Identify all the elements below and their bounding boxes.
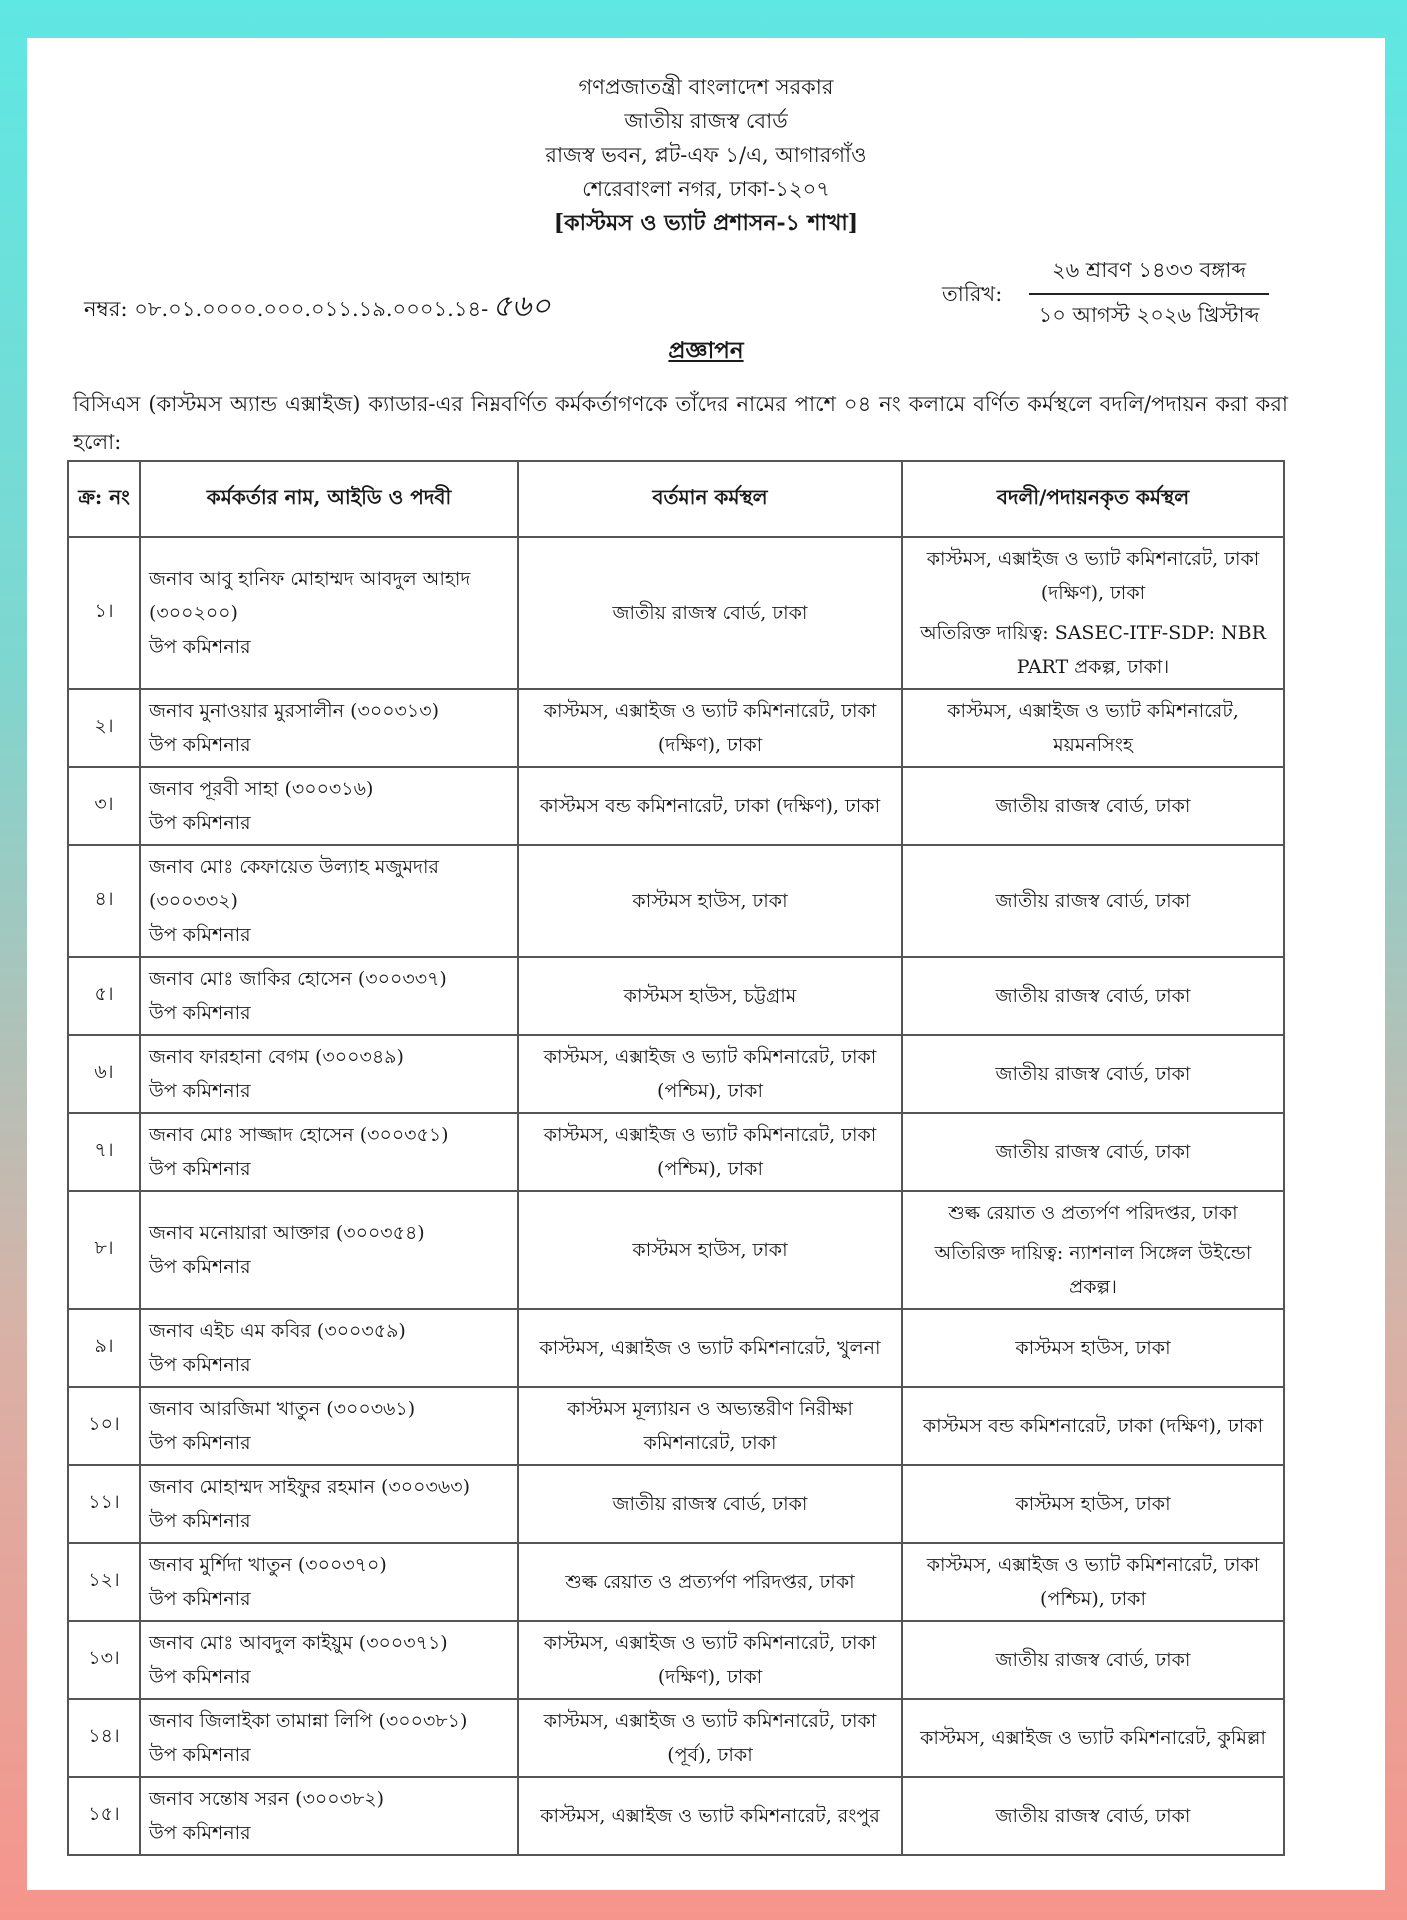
new-posting-cell xyxy=(902,1309,1284,1387)
row-serial: ২। xyxy=(68,689,140,767)
current-posting: কাস্টমস হাউস, চট্টগ্রাম xyxy=(518,957,902,1035)
officer-name: জনাব মোঃ আবদুল কাইয়ুম (৩০০৩৭১) xyxy=(149,1632,448,1654)
officer-name: জনাব মোহাম্মদ সাইফুর রহমান (৩০০৩৬৩) xyxy=(149,1476,470,1498)
new-posting-cell xyxy=(902,1113,1284,1191)
new-posting: জাতীয় রাজস্ব বোর্ড, ঢাকা xyxy=(995,795,1191,817)
officer-name: জনাব মুনাওয়ার মুরসালীন (৩০০৩১৩) xyxy=(149,700,439,722)
board-name: জাতীয় রাজস্ব বোর্ড xyxy=(624,109,788,133)
row-serial: ১৪। xyxy=(68,1699,140,1777)
row-serial: ৯। xyxy=(68,1309,140,1387)
new-posting-cell xyxy=(902,1621,1284,1699)
officer-name: জনাব মুর্শিদা খাতুন (৩০০৩৭০) xyxy=(149,1554,387,1576)
officer-cell xyxy=(140,1309,518,1387)
document-page xyxy=(27,38,1385,1890)
new-posting-cell xyxy=(902,689,1284,767)
officer-cell xyxy=(140,957,518,1035)
row-serial: ১৫। xyxy=(68,1777,140,1855)
new-posting: কাস্টমস, এক্সাইজ ও ভ্যাট কমিশনারেট, ঢাকা (পশ্চিম), ঢাকা xyxy=(926,1554,1260,1610)
officer-name: জনাব মনোয়ারা আক্তার (৩০০৩৫৪) xyxy=(149,1222,425,1244)
officer-designation: উপ কমিশনার xyxy=(149,734,251,756)
new-posting: কাস্টমস, এক্সাইজ ও ভ্যাট কমিশনারেট, ময়মনসিংহ xyxy=(947,700,1239,756)
officer-name: জনাব আরজিমা খাতুন (৩০০৩৬১) xyxy=(149,1398,416,1420)
officer-designation: উপ কমিশনার xyxy=(149,1002,251,1024)
new-posting-cell xyxy=(902,1387,1284,1465)
officer-designation: উপ কমিশনার xyxy=(149,1432,251,1454)
new-posting-cell xyxy=(902,1191,1284,1309)
table-row xyxy=(68,1309,1284,1387)
row-serial: ৫। xyxy=(68,957,140,1035)
new-posting-cell xyxy=(902,1465,1284,1543)
officer-cell xyxy=(140,537,518,689)
new-posting-cell xyxy=(902,537,1284,689)
officer-name: জনাব জিলাইকা তামান্না লিপি (৩০০৩৮১) xyxy=(149,1710,468,1732)
officer-designation: উপ কমিশনার xyxy=(149,1666,251,1688)
date-box xyxy=(1029,254,1269,334)
row-serial: ১১। xyxy=(68,1465,140,1543)
officer-cell xyxy=(140,1191,518,1309)
date-english: ১০ আগস্ট ২০২৬ খ্রিস্টাব্দ xyxy=(1038,303,1260,327)
officer-designation: উপ কমিশনার xyxy=(149,636,251,658)
table-row xyxy=(68,845,1284,957)
address-line-2: শেরেবাংলা নগর, ঢাকা-১২০৭ xyxy=(582,177,830,201)
letterhead xyxy=(27,70,1385,240)
officer-cell xyxy=(140,767,518,845)
new-posting: কাস্টমস বন্ড কমিশনারেট, ঢাকা (দক্ষিণ), ঢাকা xyxy=(922,1415,1264,1437)
officer-name: জনাব মোঃ জাকির হোসেন (৩০০৩৩৭) xyxy=(149,968,447,990)
officer-cell xyxy=(140,1699,518,1777)
officer-designation: উপ কমিশনার xyxy=(149,1744,251,1766)
new-posting-cell xyxy=(902,957,1284,1035)
additional-duty: অতিরিক্ত দায়িত্ব: SASEC-ITF-SDP: NBR PART প্রকল্প, ঢাকা। xyxy=(920,622,1266,678)
notice-body: বিসিএস (কাস্টমস অ্যান্ড এক্সাইজ) ক্যাডার-এর নিম্নবর্ণিত কর্মকর্তাগণকে তাঁদের নামের পাশে ০৪ নং কলামে বর্ণিত কর্মস্থলে বদলি/পদায়ন করা করা হলো: xyxy=(73,392,1288,454)
date-label: তারিখ: xyxy=(942,282,1003,306)
table-row xyxy=(68,1387,1284,1465)
current-posting: কাস্টমস, এক্সাইজ ও ভ্যাট কমিশনারেট, ঢাকা (পূর্ব), ঢাকা xyxy=(518,1699,902,1777)
table-row xyxy=(68,1543,1284,1621)
officer-cell xyxy=(140,689,518,767)
new-posting-cell xyxy=(902,1699,1284,1777)
officer-cell xyxy=(140,1387,518,1465)
header-current-posting: বর্তমান কর্মস্থল xyxy=(518,461,902,537)
new-posting: কাস্টমস, এক্সাইজ ও ভ্যাট কমিশনারেট, কুমিল্লা xyxy=(920,1727,1266,1749)
table-row xyxy=(68,537,1284,689)
reference-row xyxy=(27,246,1385,330)
header-name: কর্মকর্তার নাম, আইডি ও পদবী xyxy=(140,461,518,537)
current-posting: কাস্টমস, এক্সাইজ ও ভ্যাট কমিশনারেট, রংপুর xyxy=(518,1777,902,1855)
officer-designation: উপ কমিশনার xyxy=(149,1588,251,1610)
officer-name: জনাব এইচ এম কবির (৩০০৩৫৯) xyxy=(149,1320,406,1342)
table-row xyxy=(68,767,1284,845)
current-posting: কাস্টমস, এক্সাইজ ও ভ্যাট কমিশনারেট, ঢাকা (পশ্চিম), ঢাকা xyxy=(518,1113,902,1191)
officer-designation: উপ কমিশনার xyxy=(149,1510,251,1532)
officer-designation: উপ কমিশনার xyxy=(149,1256,251,1278)
table-body xyxy=(68,537,1284,1855)
new-posting: কাস্টমস হাউস, ঢাকা xyxy=(1015,1337,1171,1359)
new-posting-cell xyxy=(902,1543,1284,1621)
officer-cell xyxy=(140,1113,518,1191)
new-posting: জাতীয় রাজস্ব বোর্ড, ঢাকা xyxy=(995,1141,1191,1163)
new-posting: জাতীয় রাজস্ব বোর্ড, ঢাকা xyxy=(995,1649,1191,1671)
officer-name: জনাব আবু হানিফ মোহাম্মদ আবদুল আহাদ (৩০০২০০) xyxy=(149,568,471,624)
row-serial: ৮। xyxy=(68,1191,140,1309)
row-serial: ৬। xyxy=(68,1035,140,1113)
officer-designation: উপ কমিশনার xyxy=(149,1080,251,1102)
new-posting-cell xyxy=(902,767,1284,845)
officer-cell xyxy=(140,1035,518,1113)
current-posting: কাস্টমস, এক্সাইজ ও ভ্যাট কমিশনারেট, ঢাকা (দক্ষিণ), ঢাকা xyxy=(518,1621,902,1699)
current-posting: জাতীয় রাজস্ব বোর্ড, ঢাকা xyxy=(518,1465,902,1543)
additional-duty: অতিরিক্ত দায়িত্ব: ন্যাশনাল সিঙ্গেল উইন্ডো প্রকল্প। xyxy=(934,1242,1252,1298)
officer-designation: উপ কমিশনার xyxy=(149,812,251,834)
current-posting: কাস্টমস, এক্সাইজ ও ভ্যাট কমিশনারেট, ঢাকা (পশ্চিম), ঢাকা xyxy=(518,1035,902,1113)
officer-cell xyxy=(140,1543,518,1621)
officer-designation: উপ কমিশনার xyxy=(149,924,251,946)
current-posting: কাস্টমস হাউস, ঢাকা xyxy=(518,1191,902,1309)
new-posting-cell xyxy=(902,1777,1284,1855)
new-posting-cell xyxy=(902,1035,1284,1113)
table-row xyxy=(68,1699,1284,1777)
row-serial: ৭। xyxy=(68,1113,140,1191)
row-serial: ৪। xyxy=(68,845,140,957)
new-posting: জাতীয় রাজস্ব বোর্ড, ঢাকা xyxy=(995,890,1191,912)
memo-handwritten-number: ৫৬০ xyxy=(492,289,551,324)
table-row xyxy=(68,1777,1284,1855)
header-serial: ক্র: নং xyxy=(68,461,140,537)
branch-name: [কাস্টমস ও ভ্যাট প্রশাসন-১ শাখা] xyxy=(553,210,859,236)
row-serial: ১০। xyxy=(68,1387,140,1465)
officer-name: জনাব পূরবী সাহা (৩০০৩১৬) xyxy=(149,778,374,800)
officer-designation: উপ কমিশনার xyxy=(149,1158,251,1180)
new-posting: জাতীয় রাজস্ব বোর্ড, ঢাকা xyxy=(995,1805,1191,1827)
officer-designation: উপ কমিশনার xyxy=(149,1354,251,1376)
header-new-posting: বদলী/পদায়নকৃত কর্মস্থল xyxy=(902,461,1284,537)
new-posting-cell xyxy=(902,845,1284,957)
current-posting: শুল্ক রেয়াত ও প্রত্যর্পণ পরিদপ্তর, ঢাকা xyxy=(518,1543,902,1621)
memo-number xyxy=(84,282,551,333)
government-name: গণপ্রজাতন্ত্রী বাংলাদেশ সরকার xyxy=(578,75,834,99)
current-posting: কাস্টমস, এক্সাইজ ও ভ্যাট কমিশনারেট, খুলনা xyxy=(518,1309,902,1387)
current-posting: কাস্টমস হাউস, ঢাকা xyxy=(518,845,902,957)
officer-name: জনাব ফারহানা বেগম (৩০০৩৪৯) xyxy=(149,1046,404,1068)
new-posting: কাস্টমস, এক্সাইজ ও ভ্যাট কমিশনারেট, ঢাকা (দক্ষিণ), ঢাকা xyxy=(926,548,1260,604)
date-bangla: ২৬ শ্রাবণ ১৪৩৩ বঙ্গাব্দ xyxy=(1029,254,1269,295)
table-header-row xyxy=(68,461,1284,537)
new-posting: জাতীয় রাজস্ব বোর্ড, ঢাকা xyxy=(995,1063,1191,1085)
table-row xyxy=(68,1035,1284,1113)
row-serial: ১। xyxy=(68,537,140,689)
address-line-1: রাজস্ব ভবন, প্লট-এফ ১/এ, আগারগাঁও xyxy=(545,143,867,167)
new-posting: কাস্টমস হাউস, ঢাকা xyxy=(1015,1493,1171,1515)
table-row xyxy=(68,957,1284,1035)
current-posting: কাস্টমস বন্ড কমিশনারেট, ঢাকা (দক্ষিণ), ঢাকা xyxy=(518,767,902,845)
transfer-table xyxy=(67,460,1285,1856)
officer-name: জনাব মোঃ কেফায়েত উল্যাহ মজুমদার (৩০০৩৩২) xyxy=(149,856,439,912)
officer-cell xyxy=(140,1465,518,1543)
officer-designation: উপ কমিশনার xyxy=(149,1822,251,1844)
current-posting: জাতীয় রাজস্ব বোর্ড, ঢাকা xyxy=(518,537,902,689)
notice-title: প্রজ্ঞাপন xyxy=(668,337,744,364)
officer-cell xyxy=(140,1777,518,1855)
officer-name: জনাব মোঃ সাজ্জাদ হোসেন (৩০০৩৫১) xyxy=(149,1124,449,1146)
officer-name: জনাব সন্তোষ সরন (৩০০৩৮২) xyxy=(149,1788,385,1810)
table-row xyxy=(68,1465,1284,1543)
row-serial: ৩। xyxy=(68,767,140,845)
current-posting: কাস্টমস, এক্সাইজ ও ভ্যাট কমিশনারেট, ঢাকা (দক্ষিণ), ঢাকা xyxy=(518,689,902,767)
row-serial: ১২। xyxy=(68,1543,140,1621)
table-row xyxy=(68,1621,1284,1699)
new-posting: শুল্ক রেয়াত ও প্রত্যর্পণ পরিদপ্তর, ঢাকা xyxy=(948,1202,1238,1224)
officer-cell xyxy=(140,1621,518,1699)
table-row xyxy=(68,1191,1284,1309)
table-row xyxy=(68,689,1284,767)
new-posting: জাতীয় রাজস্ব বোর্ড, ঢাকা xyxy=(995,985,1191,1007)
memo-number-text: নম্বর: ০৮.০১.০০০০.০০০.০১১.১৯.০০০১.১৪- xyxy=(84,297,489,321)
officer-cell xyxy=(140,845,518,957)
row-serial: ১৩। xyxy=(68,1621,140,1699)
table-row xyxy=(68,1113,1284,1191)
current-posting: কাস্টমস মূল্যায়ন ও অভ্যন্তরীণ নিরীক্ষা কমিশনারেট, ঢাকা xyxy=(518,1387,902,1465)
